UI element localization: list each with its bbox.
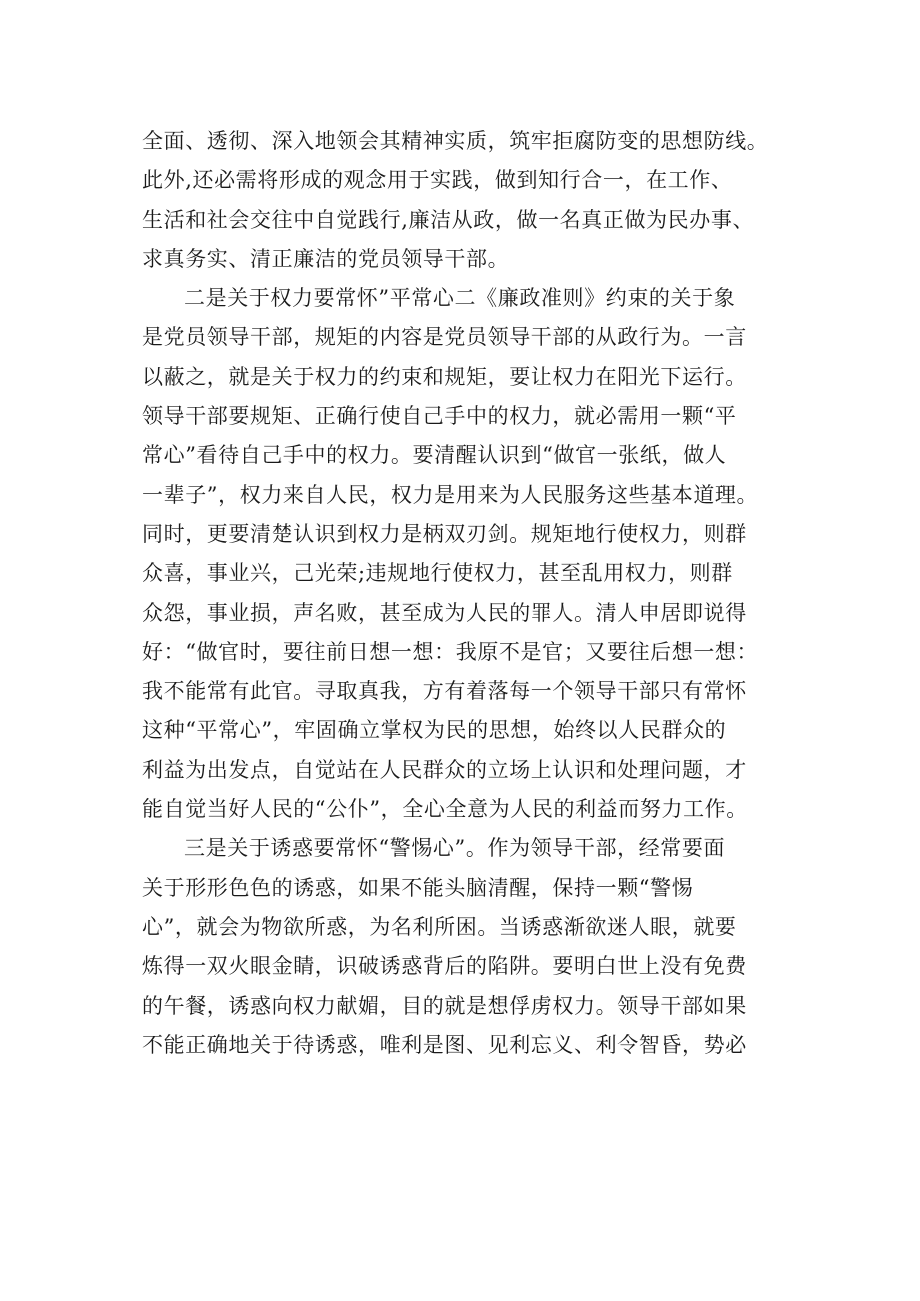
text-line: 此外,还必需将形成的观念用于实践，做到知行合一，在工作、	[142, 168, 733, 193]
text-line: 领导干部要规矩、正确行使自己手中的权力，就必需用一颗“平	[142, 404, 737, 429]
text-line: 这种“平常心”，牢固确立掌权为民的思想，始终以人民群众的	[142, 718, 727, 743]
text-line: 好：“做官时，要往前日想一想：我原不是官；又要往后想一想：	[142, 639, 759, 664]
text-line: 关于形形色色的诱惑，如果不能头脑清醒，保持一颗“警惕	[142, 875, 694, 900]
text-line: 生活和社会交往中自觉践行,廉洁从政，做一名真正做为民办事、	[142, 207, 755, 232]
paragraph-first-line: 三是关于诱惑要常怀“警惕心”。作为领导干部，经常要面	[184, 836, 726, 861]
text-line: 以蔽之，就是关于权力的约束和规矩，要让权力在阳光下运行。	[142, 364, 747, 389]
text-line: 我不能常有此官。寻取真我，方有着落每一个领导干部只有常怀	[142, 679, 747, 704]
text-line: 能自觉当好人民的“公仆”，全心全意为人民的利益而努力工作。	[142, 797, 748, 822]
text-line: 求真务实、清正廉洁的党员领导干部。	[142, 246, 510, 271]
text-line: 众怨，事业损，声名败，甚至成为人民的罪人。清人申居即说得	[142, 600, 747, 625]
text-line: 是党员领导干部，规矩的内容是党员领导干部的从政行为。一言	[142, 325, 747, 350]
text-line: 同时，更要清楚认识到权力是柄双刃剑。规矩地行使权力，则群	[142, 521, 747, 546]
text-line: 心”，就会为物欲所惑，为名利所困。当诱惑渐欲迷人眼，就要	[142, 914, 737, 939]
paragraph-first-line: 二是关于权力要常怀”平常心二《廉政准则》约束的关于象	[184, 286, 736, 311]
text-line: 不能正确地关于待诱惑，唯利是图、见利忘义、利令智昏，势必	[142, 1032, 747, 1057]
text-line: 常心”看待自己手中的权力。要清醒认识到“做官一张纸，做人	[142, 443, 727, 468]
text-line: 利益为出发点，自觉站在人民群众的立场上认识和处理问题，才	[142, 757, 747, 782]
text-line: 的午餐，诱惑向权力献媚，目的就是想俘虏权力。领导干部如果	[142, 993, 747, 1018]
body-text	[142, 122, 842, 1065]
text-line: 一辈子”，权力来自人民，权力是用来为人民服务这些基本道理。	[142, 482, 759, 507]
text-line: 众喜，事业兴，己光荣;违规地行使权力，甚至乱用权力，则群	[142, 561, 733, 586]
text-line: 炼得一双火眼金睛，识破诱惑背后的陷阱。要明白世上没有免费	[142, 954, 747, 979]
text-line: 全面、透彻、深入地领会其精神实质，筑牢拒腐防变的思想防线。	[142, 129, 769, 153]
